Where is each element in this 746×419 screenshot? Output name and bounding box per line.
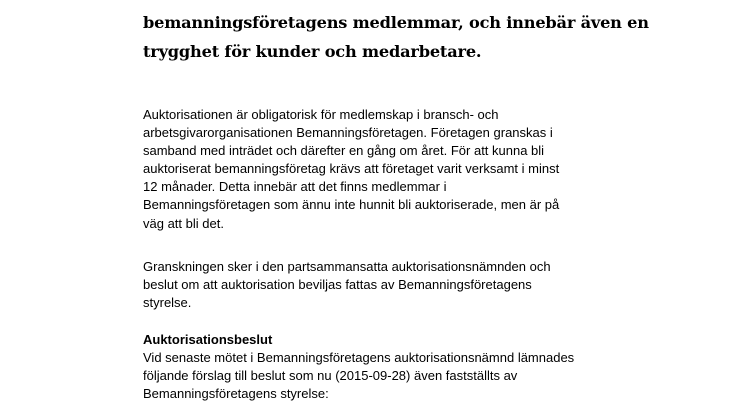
paragraph-line: samband med inträdet och därefter en gång om året. För att kunna bli — [143, 143, 545, 159]
paragraph-line: Granskningen sker i den partsammansatta auktorisationsnämnden och — [143, 259, 551, 274]
section-heading: Auktorisationsbeslut — [143, 332, 273, 347]
paragraph-line: 12 månader. Detta innebär att det finns medlemmar i — [143, 179, 447, 195]
lead-line: bemanningsföretagens medlemmar, och innebär även en — [143, 13, 649, 32]
paragraph-line: Bemanningsföretagens styrelse: — [143, 386, 329, 402]
paragraph-line: Bemanningsföretagen som ännu inte hunnit bli auktoriserade, men är på — [143, 197, 560, 213]
lead-line: trygghet för kunder och medarbetare. — [143, 42, 482, 61]
paragraph-line: Auktorisationen är obligatorisk för medlemskap i bransch- och — [143, 107, 499, 122]
paragraph-line: auktoriserat bemanningsföretag krävs att företaget varit verksamt i minst — [143, 161, 560, 177]
paragraph-beslut — [143, 349, 613, 403]
lead-paragraph — [143, 8, 649, 66]
paragraph-line: Vid senaste mötet i Bemanningsföretagens auktorisationsnämnd lämnades — [143, 350, 575, 365]
paragraph-line: styrelse. — [143, 295, 192, 311]
paragraph-granskning — [143, 258, 613, 312]
paragraph-line: arbetsgivarorganisationen Bemanningsföretagen. Företagen granskas i — [143, 125, 553, 141]
paragraph-line: följande förslag till beslut som nu (2015-09-28) även fastställts av — [143, 368, 518, 384]
paragraph-line: väg att bli det. — [143, 215, 224, 231]
paragraph-auktorisation — [143, 106, 613, 233]
paragraph-line: beslut om att auktorisation beviljas fattas av Bemanningsföretagens — [143, 277, 532, 293]
